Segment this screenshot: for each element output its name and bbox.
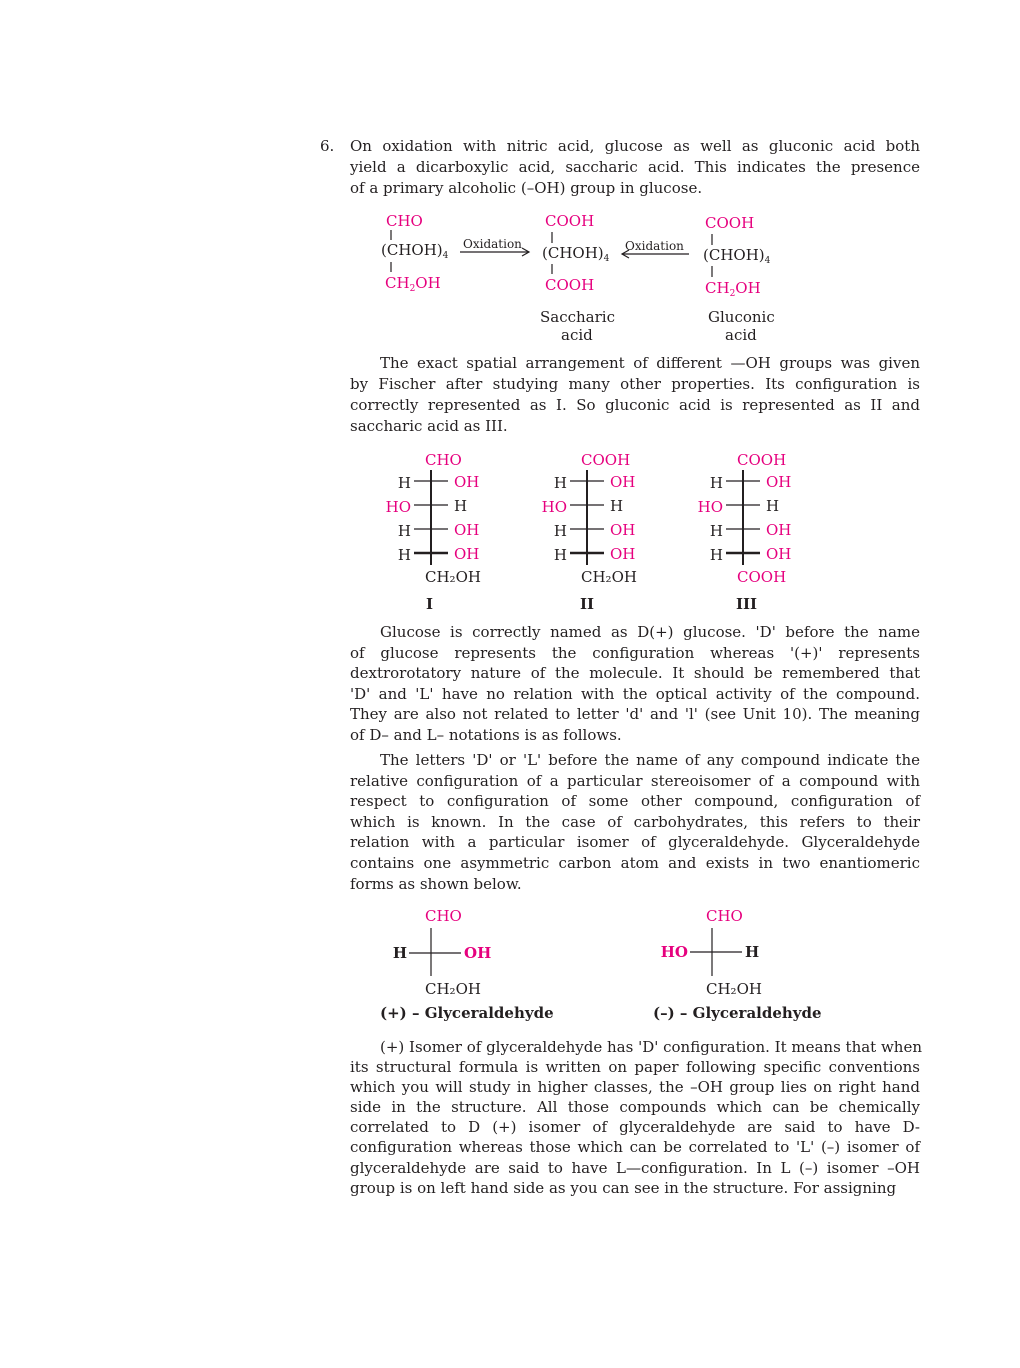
right-group: OH [610, 545, 636, 563]
bottom-group: CH₂OH [425, 980, 481, 998]
right-group: H [610, 497, 624, 515]
text-line: dextrorotatory nature of the molecule. It should be remembered that [350, 664, 920, 683]
text-line: glyceraldehyde are said to have L—configuration. In L (–) isomer –OH [350, 1158, 920, 1177]
bottom-group: CH₂OH [581, 568, 637, 586]
left-group: H [397, 522, 411, 540]
structure-label: I [426, 595, 434, 613]
gluconic-bottom: $CH_2OH$ [705, 279, 761, 299]
caption: (–) – Glyceraldehyde [653, 1004, 822, 1022]
right-group: H [766, 497, 780, 515]
text-line: relation with a particular isomer of glyceraldehyde. Glyceraldehyde [350, 833, 920, 852]
right-group: H [745, 943, 760, 961]
saccharic-top: COOH [545, 212, 595, 230]
text-line: 'D' and 'L' have no relation with the optical activity of the compound. [350, 684, 920, 703]
top-group: COOH [737, 451, 787, 469]
arrow-label-1: Oxidation [463, 237, 522, 251]
text-line: of glucose represents the configuration whereas '(+)' represents [350, 643, 920, 662]
text-line: On oxidation with nitric acid, glucose as well as gluconic acid both [350, 137, 920, 155]
left-group: HO [660, 943, 688, 961]
arrowhead [522, 248, 529, 256]
text-line: respect to configuration of some other compound, configuration of [350, 792, 920, 811]
gluconic-name-1: Gluconic [708, 308, 775, 326]
right-group: H [454, 497, 468, 515]
paragraph [350, 136, 920, 199]
left-group: H [709, 522, 723, 540]
top-group: CHO [706, 907, 743, 925]
text-line: correlated to D (+) isomer of glyceraldehyde are said to have D- [350, 1118, 920, 1137]
saccharic-name-1: Saccharic [540, 308, 615, 326]
right-group: OH [766, 473, 792, 491]
right-group: OH [454, 545, 480, 563]
text-line: forms as shown below. [350, 874, 522, 893]
text-line: They are also not related to letter 'd' and 'l' (see Unit 10). The meaning [350, 705, 920, 724]
text-line: which is known. In the case of carbohydrates, this refers to their [350, 812, 920, 831]
bottom-group: CH₂OH [706, 980, 762, 998]
text-line: contains one asymmetric carbon atom and exists in two enantiomeric [350, 853, 920, 872]
text-line: side in the structure. All those compounds which can be chemically [350, 1098, 920, 1117]
gluconic-name-2: acid [725, 326, 757, 344]
left-group: HO [697, 498, 723, 516]
glucose-bottom: $CH_2OH$ [385, 274, 441, 294]
text-line: which you will study in higher classes, the –OH group lies on right hand [350, 1078, 920, 1097]
text-line: The exact spatial arrangement of different —OH groups was given [380, 354, 920, 372]
paragraph [350, 622, 920, 746]
left-group: H [709, 546, 723, 564]
left-group: HO [541, 498, 567, 516]
text-line: saccharic acid as III. [350, 417, 508, 435]
top-group: CHO [425, 451, 462, 469]
text-line: its structural formula is written on paper following specific conventions [350, 1058, 920, 1077]
text-line: yield a dicarboxylic acid, saccharic acid. This indicates the presence [350, 158, 920, 176]
right-group: OH [766, 521, 792, 539]
gluconic-mid: $(CHOH)_4$ [703, 246, 771, 266]
paragraph [350, 353, 920, 437]
saccharic-bottom: COOH [545, 276, 595, 294]
text-line: correctly represented as I. So gluconic acid is represented as II and [350, 396, 920, 414]
text-line: group is on left hand side as you can see in the structure. For assigning [350, 1178, 897, 1197]
paragraph [350, 750, 920, 894]
text-line: by Fischer after studying many other properties. Its configuration is [350, 375, 920, 393]
text-line: of a primary alcoholic (–OH) group in glucose. [350, 179, 703, 197]
glucose-mid: $(CHOH)_4$ [381, 241, 449, 261]
text-line: of D– and L– notations is as follows. [350, 725, 622, 744]
glucose-top: CHO [386, 212, 423, 230]
left-group: H [553, 522, 567, 540]
arrow-label-2: Oxidation [625, 239, 684, 253]
top-group: CHO [425, 907, 462, 925]
text-line: (+) Isomer of glyceraldehyde has 'D' configuration. It means that when [380, 1038, 922, 1056]
text-line: configuration whereas those which can be correlated to 'L' (–) isomer of [350, 1138, 920, 1157]
top-group: COOH [581, 451, 631, 469]
left-group: H [392, 944, 407, 962]
left-group: H [397, 546, 411, 564]
right-group: OH [454, 473, 480, 491]
saccharic-name-2: acid [561, 326, 593, 344]
right-group: OH [610, 473, 636, 491]
left-group: HO [385, 498, 411, 516]
text-line: relative configuration of a particular stereoisomer of a compound with [350, 771, 920, 790]
saccharic-mid: $(CHOH)_4$ [542, 244, 610, 264]
item-number: 6. [320, 137, 335, 155]
paragraph [350, 1037, 920, 1198]
gluconic-top: COOH [705, 214, 755, 232]
right-group: OH [610, 521, 636, 539]
structure-label: III [736, 595, 758, 613]
caption: (+) – Glyceraldehyde [380, 1004, 554, 1022]
left-group: H [709, 474, 723, 492]
left-group: H [397, 474, 411, 492]
right-group: OH [464, 944, 492, 962]
bottom-group: CH₂OH [425, 568, 481, 586]
right-group: OH [766, 545, 792, 563]
right-group: OH [454, 521, 480, 539]
structure-label: II [580, 595, 595, 613]
text-line: The letters 'D' or 'L' before the name of any compound indicate the [380, 751, 920, 769]
left-group: H [553, 546, 567, 564]
text-line: Glucose is correctly named as D(+) glucose. 'D' before the name [380, 623, 920, 641]
bottom-group: COOH [737, 568, 787, 586]
left-group: H [553, 474, 567, 492]
